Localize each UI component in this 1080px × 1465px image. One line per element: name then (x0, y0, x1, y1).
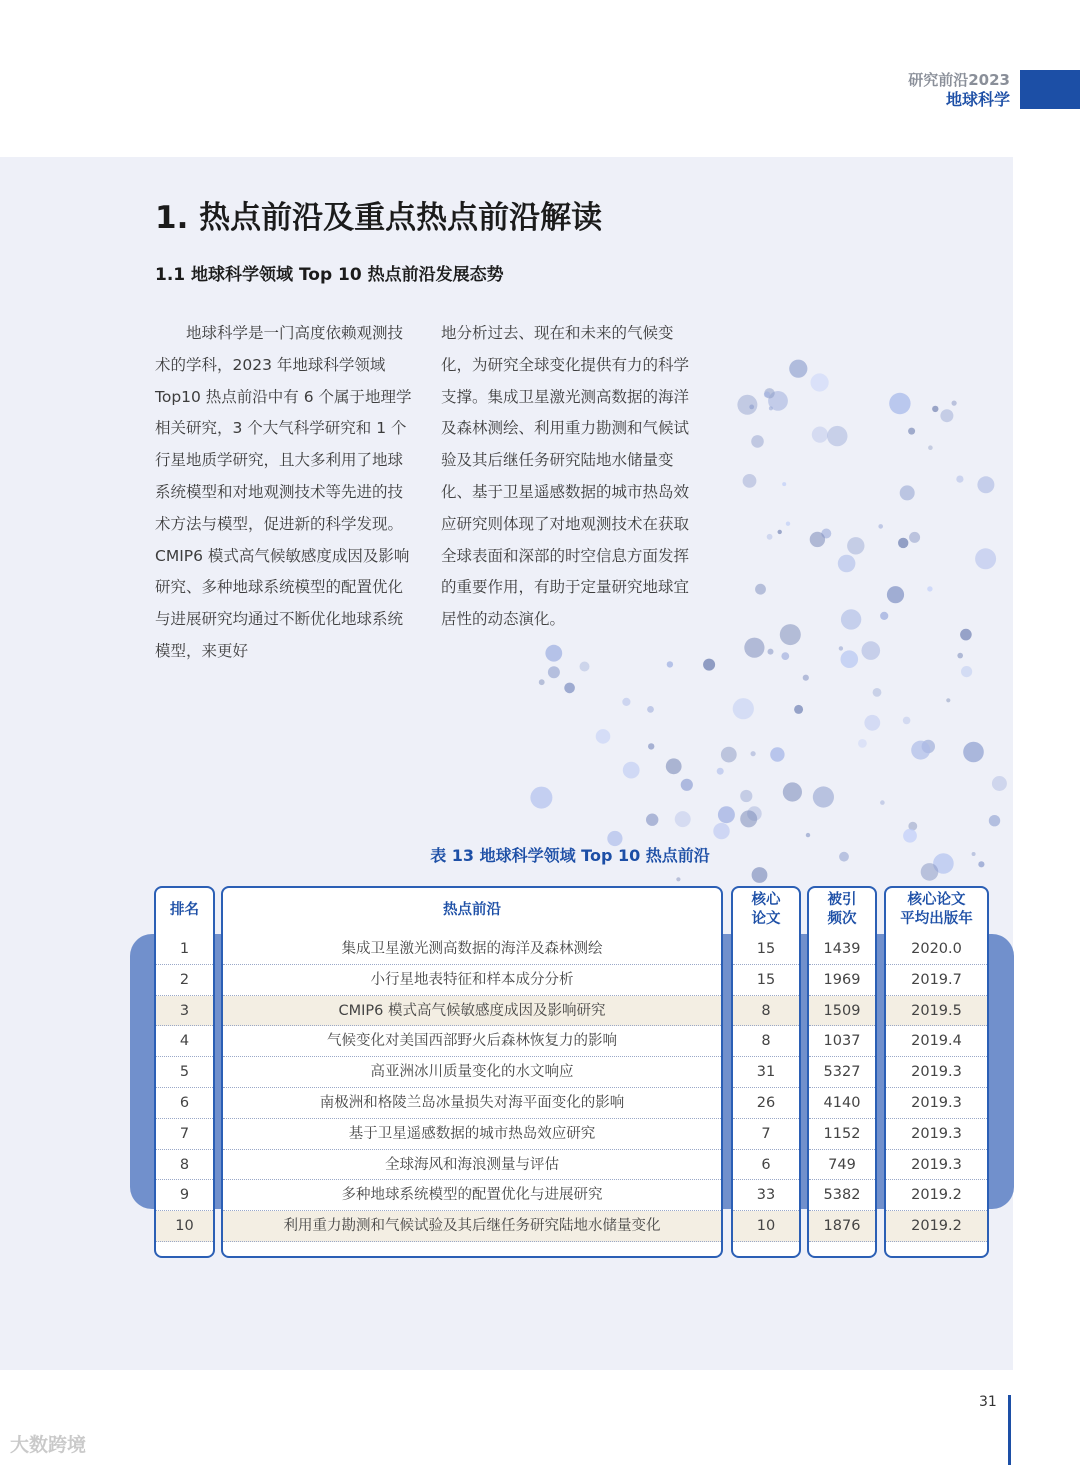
cell-topic: 南极洲和格陵兰岛冰量损失对海平面变化的影响 (223, 1088, 721, 1119)
decoration-dot (743, 474, 757, 488)
cell-core-papers: 26 (733, 1088, 799, 1119)
section-heading: 1. 热点前沿及重点热点前沿解读 (155, 200, 603, 236)
decoration-dot (666, 758, 682, 774)
cell-rank: 9 (156, 1180, 213, 1211)
header-section-title: 地球科学 (945, 90, 1010, 109)
cell-topic: 全球海风和海浪测量与评估 (223, 1150, 721, 1181)
decoration-dot (780, 624, 801, 645)
decoration-dot (927, 586, 932, 591)
decoration-dot (713, 823, 729, 839)
cell-citations: 1969 (809, 965, 875, 996)
header-core-line1: 核心 (751, 892, 781, 908)
cell-avg-year: 2019.2 (886, 1180, 987, 1211)
cell-core-papers: 15 (733, 965, 799, 996)
cell-rank: 8 (156, 1150, 213, 1181)
header-core-papers (733, 886, 799, 934)
decoration-dot (703, 659, 715, 671)
decoration-dot (623, 762, 640, 779)
decoration-dot (744, 638, 764, 658)
cell-rank: 7 (156, 1119, 213, 1150)
decoration-dot (992, 776, 1007, 791)
cell-core-papers: 8 (733, 996, 799, 1027)
cell-avg-year: 2019.3 (886, 1119, 987, 1150)
decoration-dot (864, 715, 880, 731)
decoration-dot (908, 428, 915, 435)
decoration-dot (648, 743, 654, 749)
decoration-dot (530, 787, 552, 809)
decoration-dot (717, 768, 724, 775)
cell-core-papers: 33 (733, 1180, 799, 1211)
decoration-dot (989, 815, 1000, 826)
cell-avg-year: 2019.4 (886, 1026, 987, 1057)
decoration-dot (675, 811, 691, 827)
cell-citations: 5327 (809, 1057, 875, 1088)
cell-core-papers: 10 (733, 1211, 799, 1242)
header-topic-label: 热点前沿 (443, 901, 501, 918)
decoration-dot (718, 806, 735, 823)
watermark-logo: 大数跨境 (10, 1434, 87, 1456)
cell-rank: 6 (156, 1088, 213, 1119)
decoration-dot (878, 524, 883, 529)
decoration-dot (898, 538, 908, 548)
decoration-dot (932, 406, 938, 412)
subsection-heading: 1.1 地球科学领域 Top 10 热点前沿发展态势 (155, 265, 504, 285)
body-paragraph: 地分析过去、现在和未来的气候变化，为研究全球变化提供有力的科学支撑。集成卫星激光测高数据的海洋及森林测绘、利用重力勘测和气候试验及其后继任务研究陆地水储量变化、基于卫星遥感数据的城市热岛效应研究则体现了对地观测技术在获取全球表面和深部的时空信息方面发挥的重要作用，有助于定量研究地球宜居性的动态演化。 (441, 324, 690, 629)
decoration-dot (752, 867, 768, 883)
header-cite-line1: 被引 (827, 892, 857, 908)
cell-core-papers: 6 (733, 1150, 799, 1181)
decoration-dot (900, 485, 915, 500)
decoration-dot (880, 612, 888, 620)
cell-citations: 1876 (809, 1211, 875, 1242)
cell-topic: CMIP6 模式高气候敏感度成因及影响研究 (223, 996, 721, 1027)
cell-citations: 5382 (809, 1180, 875, 1211)
decoration-dot (889, 393, 910, 414)
decoration-dot (960, 629, 972, 641)
header-year-line2: 平均出版年 (900, 911, 973, 927)
decoration-dot (548, 666, 560, 678)
decoration-dot (803, 675, 809, 681)
decoration-dot (647, 706, 654, 713)
decoration-dot (963, 742, 984, 763)
decoration-dot (952, 401, 957, 406)
decoration-dot (838, 555, 856, 573)
decoration-dot (839, 646, 843, 650)
decoration-dot (781, 652, 789, 660)
decoration-dot (667, 661, 673, 667)
table-caption: 表 13 地球科学领域 Top 10 热点前沿 (430, 846, 710, 865)
decoration-dot (539, 679, 545, 685)
decoration-dot (946, 698, 950, 702)
decoration-dot (961, 666, 972, 677)
cell-rank: 5 (156, 1057, 213, 1088)
decoration-dot (810, 532, 825, 547)
decoration-dot (770, 747, 784, 761)
decoration-dot (646, 814, 658, 826)
decoration-dot (737, 395, 757, 415)
decoration-dot (755, 584, 766, 595)
decoration-dot (622, 698, 630, 706)
decoration-dot (806, 833, 810, 837)
decoration-dot (545, 645, 562, 662)
decoration-dot (977, 476, 994, 493)
cell-core-papers: 8 (733, 1026, 799, 1057)
decoration-dot (827, 426, 847, 446)
decoration-dot (873, 688, 882, 697)
decoration-dot (862, 641, 881, 660)
decoration-dot (911, 741, 930, 760)
cell-topic: 基于卫星遥感数据的城市热岛效应研究 (223, 1119, 721, 1150)
decoration-dot (975, 548, 996, 569)
decoration-dot (858, 739, 867, 748)
decoration-dot (903, 829, 917, 843)
decoration-dot (564, 683, 575, 694)
header-report-title: 研究前沿2023 (908, 71, 1010, 89)
cell-citations: 749 (809, 1150, 875, 1181)
decoration-dot (751, 435, 764, 448)
cell-topic: 小行星地表特征和样本成分分析 (223, 965, 721, 996)
header-avg-year (886, 886, 987, 934)
header-year-line1: 核心论文 (907, 892, 966, 908)
decoration-dot (887, 586, 904, 603)
page-number: 31 (979, 1394, 997, 1410)
decoration-dot (721, 747, 737, 763)
decoration-dot (783, 782, 802, 801)
header-core-line2: 论文 (751, 911, 781, 927)
body-text-column-2 (441, 318, 703, 636)
cell-rank: 4 (156, 1026, 213, 1057)
header-cite-line2: 频次 (827, 911, 857, 927)
header-citations (809, 886, 875, 934)
cell-topic: 集成卫星激光测高数据的海洋及森林测绘 (223, 934, 721, 965)
cell-avg-year: 2019.2 (886, 1211, 987, 1242)
decoration-dot (847, 537, 864, 554)
cell-topic: 多种地球系统模型的配置优化与进展研究 (223, 1180, 721, 1211)
decoration-dot (841, 609, 861, 629)
decoration-dot (786, 522, 790, 526)
body-text-column-1 (155, 318, 417, 668)
decoration-dot (909, 532, 920, 543)
cell-citations: 1439 (809, 934, 875, 965)
decoration-dot (782, 482, 786, 486)
decoration-dot (740, 790, 752, 802)
cell-topic: 高亚洲冰川质量变化的水文响应 (223, 1057, 721, 1088)
cell-core-papers: 31 (733, 1057, 799, 1088)
cell-avg-year: 2019.5 (886, 996, 987, 1027)
decoration-dot (794, 705, 803, 714)
cell-topic: 气候变化对美国西部野火后森林恢复力的影响 (223, 1026, 721, 1057)
cell-citations: 1509 (809, 996, 875, 1027)
decoration-dot (767, 534, 773, 540)
decoration-dot (957, 653, 963, 659)
decoration-dot (880, 800, 885, 805)
decoration-dot (681, 779, 693, 791)
decoration-dot (813, 786, 834, 807)
cell-rank: 1 (156, 934, 213, 965)
cell-rank: 3 (156, 996, 213, 1027)
cell-topic: 利用重力勘测和气候试验及其后继任务研究陆地水储量变化 (223, 1211, 721, 1242)
header-topic (223, 886, 721, 934)
decoration-dot (580, 662, 590, 672)
body-paragraph: 地球科学是一门高度依赖观测技术的学科，2023 年地球科学领域 Top10 热点前沿中有 6 个属于地理学相关研究，3 个大气科学研究和 1 个行星地质学研究，且大多利用了地球系统模型和对地观测技术等先进的技术方法与模型，促进新的科学发现。CMIP6 模式高气候敏感度成因及影响研究、多种地球系统模型的配置优化与进展研究均通过不断优化地球系统模型，来更好 (155, 324, 412, 660)
cell-rank: 2 (156, 965, 213, 996)
decoration-dot (841, 650, 859, 668)
page-number-bar (1008, 1395, 1011, 1465)
decoration-dot (811, 373, 829, 391)
cell-citations: 1152 (809, 1119, 875, 1150)
decoration-dot (751, 751, 756, 756)
decoration-dot (676, 877, 680, 881)
decoration-dot (940, 409, 953, 422)
decoration-dot (596, 729, 611, 744)
cell-avg-year: 2020.0 (886, 934, 987, 965)
cell-avg-year: 2019.7 (886, 965, 987, 996)
cell-rank: 10 (156, 1211, 213, 1242)
cell-citations: 4140 (809, 1088, 875, 1119)
cell-avg-year: 2019.3 (886, 1057, 987, 1088)
cell-core-papers: 15 (733, 934, 799, 965)
decoration-dot (789, 360, 807, 378)
cell-citations: 1037 (809, 1026, 875, 1057)
header-rank-label: 排名 (170, 901, 199, 918)
decoration-dot (764, 391, 770, 397)
decoration-dot (928, 445, 933, 450)
decoration-dot (812, 427, 828, 443)
decoration-dot (956, 476, 963, 483)
cell-core-papers: 7 (733, 1119, 799, 1150)
decoration-dot (769, 406, 773, 410)
cell-avg-year: 2019.3 (886, 1150, 987, 1181)
decoration-dot (903, 717, 911, 725)
header-rank (156, 886, 213, 934)
decoration-dot (733, 698, 754, 719)
decoration-dot (740, 810, 757, 827)
decoration-dot (778, 530, 782, 534)
decoration-dot (768, 649, 774, 655)
cell-avg-year: 2019.3 (886, 1088, 987, 1119)
